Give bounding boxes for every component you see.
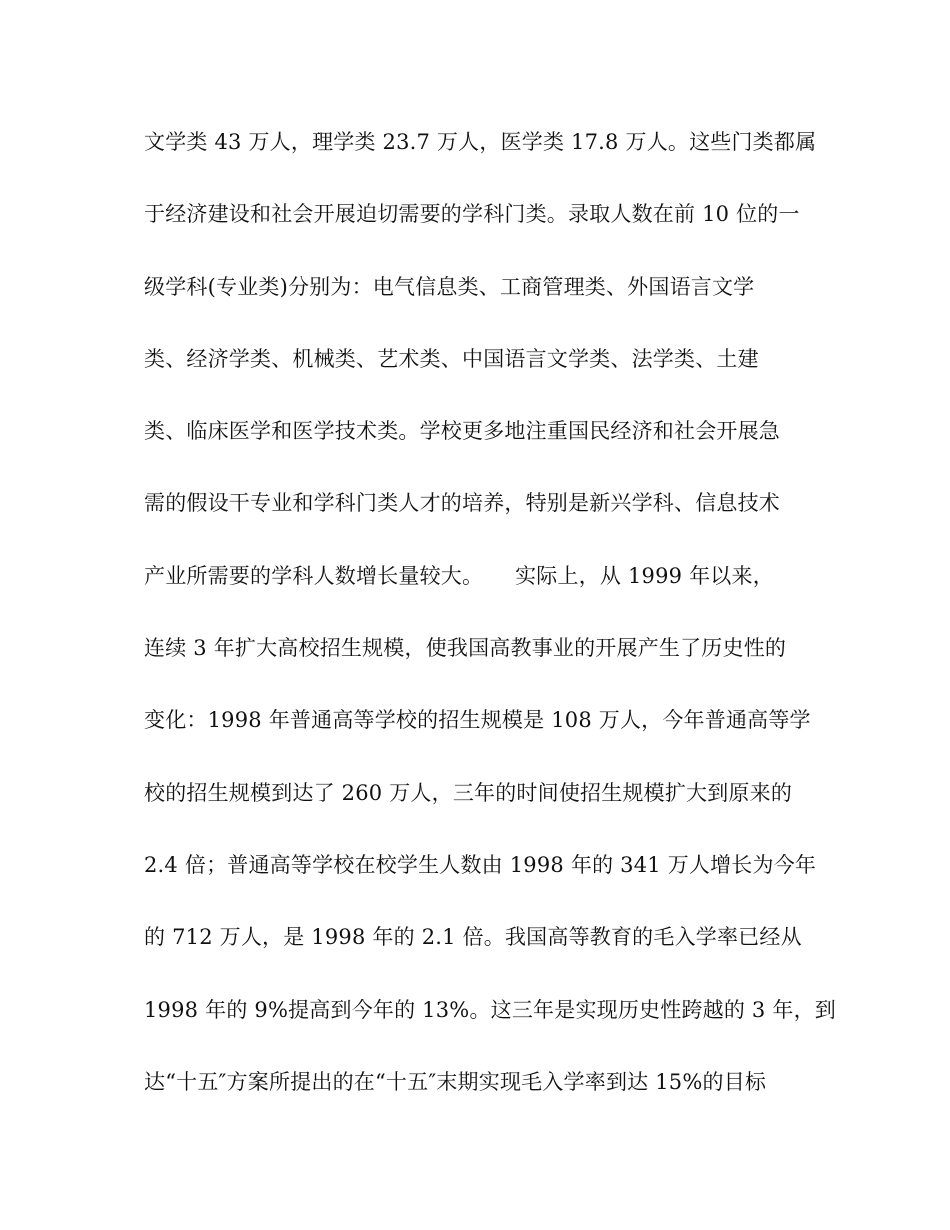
- text-line-8: 连续 3 年扩大高校招生规模，使我国高教事业的开展产生了历史性的: [144, 636, 787, 661]
- text-line-13: 1998 年的 9%提高到今年的 13%。这三年是实现历史性跨越的 3 年，到: [144, 997, 836, 1022]
- body-text: [144, 124, 836, 1136]
- text-line-10: 校的招生规模到达了 260 万人，三年的时间使招生规模扩大到原来的: [144, 780, 793, 805]
- text-line-12: 的 712 万人，是 1998 年的 2.1 倍。我国高等教育的毛入学率已经从: [144, 925, 802, 950]
- text-line-5: 类、临床医学和医学技术类。学校更多地注重国民经济和社会开展急: [144, 419, 780, 444]
- text-line-9: 变化：1998 年普通高等学校的招生规模是 108 万人，今年普通高等学: [144, 708, 811, 733]
- text-line-6: 需的假设干专业和学科门类人才的培养，特别是新兴学科、信息技术: [144, 491, 780, 516]
- text-line-3: 级学科(专业类)分别为：电气信息类、工商管理类、外国语言文学: [144, 274, 755, 299]
- text-line-2: 于经济建设和社会开展迫切需要的学科门类。录取人数在前 10 位的一: [144, 202, 800, 227]
- text-line-14: 达“十五″方案所提出的在“十五″末期实现毛入学率到达 15%的目标: [144, 1069, 767, 1094]
- text-line-1: 文学类 43 万人，理学类 23.7 万人，医学类 17.8 万人。这些门类都属: [144, 130, 817, 154]
- text-line-4: 类、经济学类、机械类、艺术类、中国语言文学类、法学类、土建: [144, 346, 759, 371]
- text-line-11: 2.4 倍；普通高等学校在校学生人数由 1998 年的 341 万人增长为今年: [144, 852, 817, 877]
- text-line-7: 产业所需要的学科人数增长量较大。 实际上，从 1999 年以来，: [144, 563, 774, 588]
